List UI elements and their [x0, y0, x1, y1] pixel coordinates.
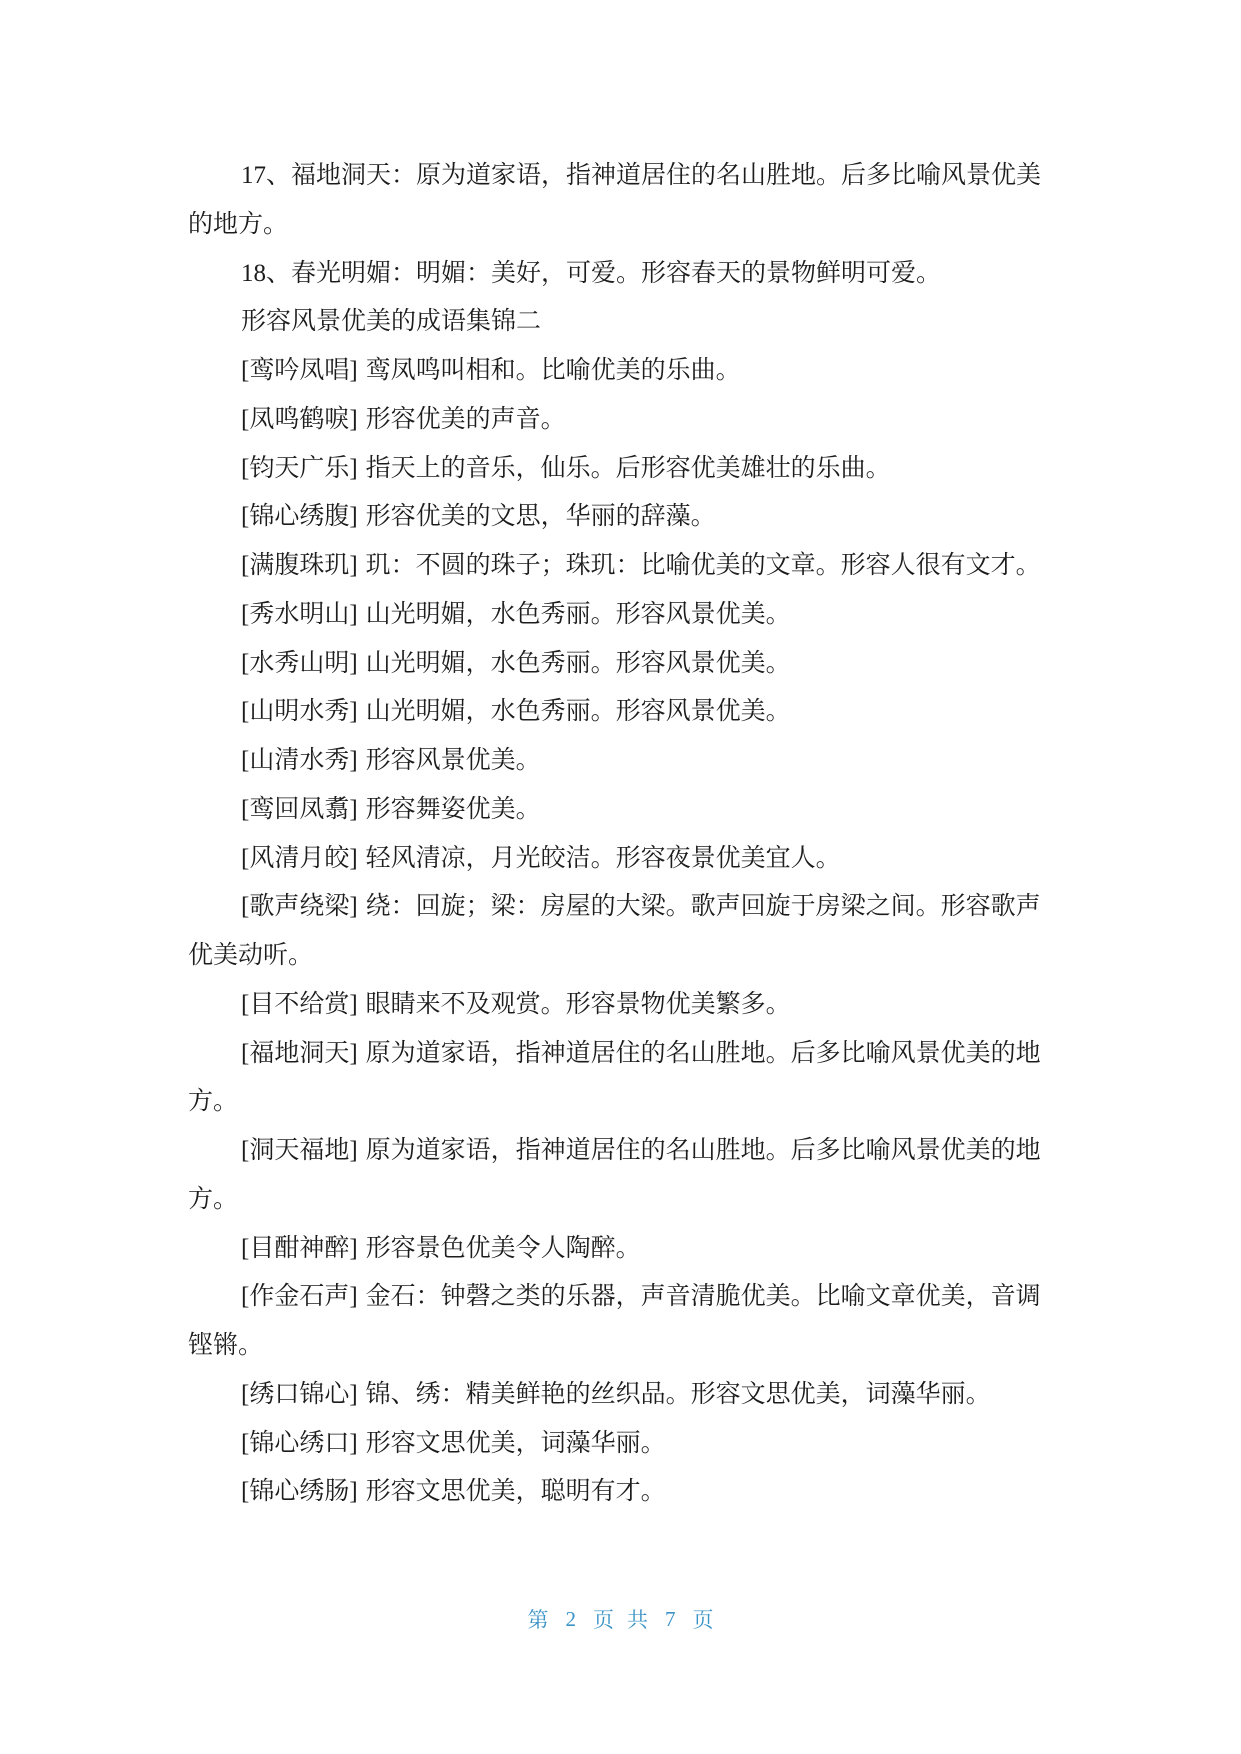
idiom-term: [山清水秀]	[241, 747, 358, 774]
idiom-definition: 山光明媚，水色秀丽。形容风景优美。	[365, 649, 791, 677]
text-line-continuation: 方。	[188, 1088, 239, 1116]
text-line	[188, 445, 1068, 494]
current-page-number: 2	[565, 1606, 576, 1631]
idiom-entry	[188, 1127, 1068, 1225]
text-line: 18、春光明媚：明媚：美好，可爱。形容春天的景物鲜明可爱。	[241, 259, 942, 287]
idiom-term: [锦心绣口]	[241, 1429, 358, 1457]
idiom-term: [福地洞天]	[241, 1039, 358, 1067]
idiom-definition: 山光明媚，水色秀丽。形容风景优美。	[365, 600, 791, 628]
idiom-entry	[188, 1468, 1068, 1517]
text-line	[188, 1127, 1068, 1176]
idiom-term: [绣口锦心]	[241, 1380, 358, 1408]
idiom-definition: 形容风景优美。	[365, 747, 541, 774]
idiom-term: [歌声绕梁]	[241, 893, 358, 921]
text-line	[188, 542, 1068, 591]
idiom-entry	[188, 542, 1068, 591]
idiom-entry	[188, 688, 1068, 737]
text-line-continuation: 方。	[188, 1185, 239, 1213]
idiom-term: [水秀山明]	[241, 649, 358, 677]
text-line	[188, 347, 1068, 396]
text-line	[188, 1225, 1068, 1274]
idiom-definition: 形容文思优美，聪明有才。	[365, 1478, 666, 1506]
idiom-entry	[188, 835, 1068, 884]
text-line	[188, 786, 1068, 835]
idiom-term: [山明水秀]	[241, 698, 358, 726]
idiom-definition: 原为道家语，指神道居住的名山胜地。后多比喻风景优美的地	[365, 1137, 1041, 1164]
idiom-definition: 形容景色优美令人陶醉。	[365, 1234, 641, 1262]
document-body	[188, 152, 1068, 1517]
idiom-definition: 金石：钟磬之类的乐器，声音清脆优美。比喻文章优美，音调	[365, 1283, 1041, 1311]
text-line	[188, 493, 1068, 542]
total-pages-number: 7	[665, 1606, 676, 1631]
text-line: 17、福地洞天：原为道家语，指神道居住的名山胜地。后多比喻风景优美	[241, 162, 1042, 189]
page-number-suffix: 页	[692, 1608, 714, 1632]
idiom-term: [锦心绣腹]	[241, 503, 358, 531]
idiom-definition: 原为道家语，指神道居住的名山胜地。后多比喻风景优美的地	[365, 1039, 1041, 1067]
page-number-middle: 页共	[593, 1608, 661, 1632]
idiom-entry	[188, 445, 1068, 494]
idiom-entry	[188, 591, 1068, 640]
idiom-term: [鸾吟凤唱]	[241, 357, 358, 384]
text-line	[188, 1273, 1068, 1322]
idiom-definition: 绕：回旋；梁：房屋的大梁。歌声回旋于房梁之间。形容歌声	[365, 893, 1041, 921]
text-line: 的地方。	[188, 210, 289, 238]
idiom-definition: 眼睛来不及观赏。形容景物优美繁多。	[365, 990, 791, 1018]
idiom-definition: 指天上的音乐，仙乐。后形容优美雄壮的乐曲。	[365, 454, 891, 482]
idiom-definition: 形容优美的文思，华丽的辞藻。	[365, 503, 716, 531]
idiom-term: [洞天福地]	[241, 1137, 358, 1164]
idiom-term: [锦心绣肠]	[241, 1478, 358, 1506]
text-line	[188, 688, 1068, 737]
idiom-definition: 形容优美的声音。	[365, 405, 566, 433]
idiom-definition: 玑：不圆的珠子；珠玑：比喻优美的文章。形容人很有文才。	[365, 552, 1041, 579]
idiom-definition: 山光明媚，水色秀丽。形容风景优美。	[365, 698, 791, 726]
section-heading: 形容风景优美的成语集锦二	[241, 308, 542, 336]
text-line	[188, 1468, 1068, 1517]
idiom-entry	[188, 396, 1068, 445]
idiom-entry	[188, 883, 1068, 981]
text-line-continuation: 优美动听。	[188, 942, 314, 969]
idiom-entry	[188, 347, 1068, 396]
idiom-term: [目不给赏]	[241, 990, 358, 1018]
idiom-term: [鸾回凤翥]	[241, 795, 358, 823]
text-line	[188, 883, 1068, 932]
idiom-definition: 形容文思优美，词藻华丽。	[365, 1429, 666, 1457]
idiom-entry	[188, 1030, 1068, 1128]
idiom-entry	[188, 981, 1068, 1030]
idiom-term: [作金石声]	[241, 1283, 358, 1311]
text-line	[188, 981, 1068, 1030]
page-number-prefix: 第	[527, 1608, 549, 1632]
idiom-entry	[188, 1371, 1068, 1420]
text-line	[188, 591, 1068, 640]
text-line	[188, 396, 1068, 445]
text-line	[188, 835, 1068, 884]
idiom-term: [钧天广乐]	[241, 454, 358, 482]
idiom-definition: 锦、绣：精美鲜艳的丝织品。形容文思优美，词藻华丽。	[365, 1380, 991, 1408]
idiom-entry	[188, 737, 1068, 786]
idiom-entry	[188, 1420, 1068, 1469]
text-line	[188, 737, 1068, 786]
idiom-entry	[188, 1225, 1068, 1274]
text-line	[188, 640, 1068, 689]
idiom-entry	[188, 1273, 1068, 1371]
idiom-definition: 形容舞姿优美。	[365, 795, 541, 823]
idiom-term: [秀水明山]	[241, 600, 358, 628]
text-line	[188, 1420, 1068, 1469]
idiom-definition: 轻风清凉，月光皎洁。形容夜景优美宜人。	[365, 844, 841, 872]
idiom-entry	[188, 786, 1068, 835]
numbered-item	[188, 152, 1068, 250]
text-line	[188, 1371, 1068, 1420]
idiom-term: [目酣神醉]	[241, 1234, 358, 1262]
numbered-item	[188, 250, 1068, 299]
idiom-term: [满腹珠玑]	[241, 552, 358, 579]
page-footer	[0, 1605, 1241, 1633]
text-line	[188, 1030, 1068, 1079]
text-line-continuation: 铿锵。	[188, 1332, 264, 1359]
idiom-definition: 鸾凤鸣叫相和。比喻优美的乐曲。	[365, 357, 741, 384]
idiom-term: [凤鸣鹤唳]	[241, 405, 358, 433]
idiom-term: [风清月皎]	[241, 844, 358, 872]
idiom-entry	[188, 493, 1068, 542]
idiom-entry	[188, 640, 1068, 689]
